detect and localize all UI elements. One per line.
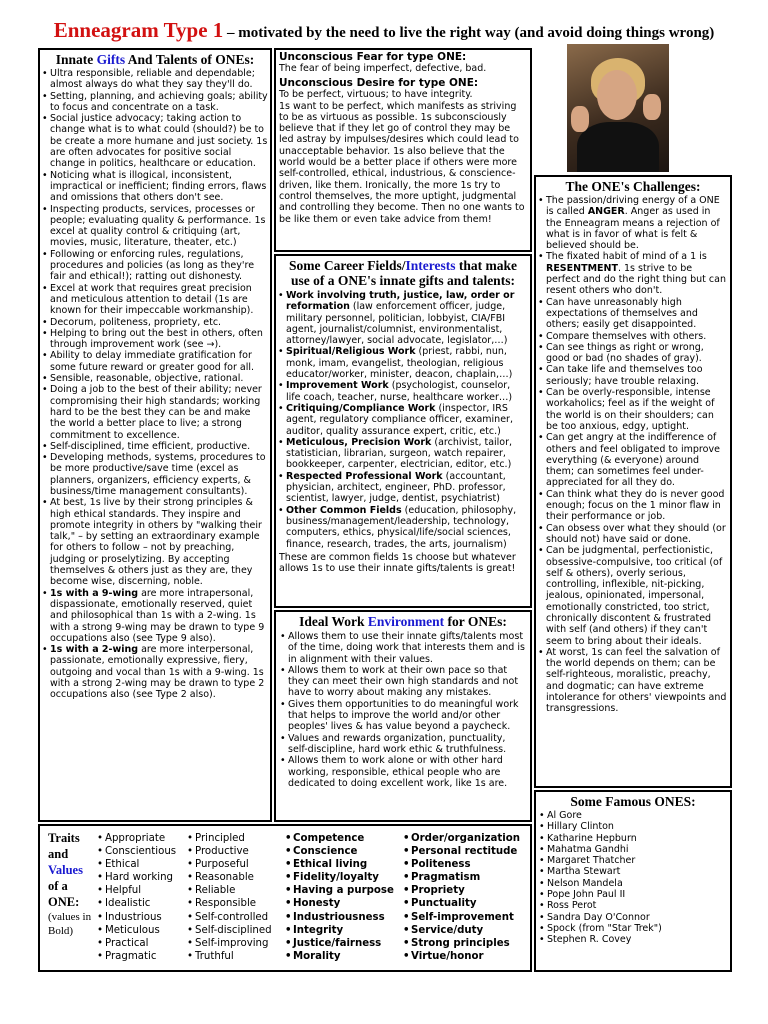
value-item: • Integrity (284, 924, 402, 937)
desire-paragraph: 1s want to be perfect, which manifests as striving to be as virtuous as possible. 1s subconsciously believe that if they let go of control they may be led astray by impulses/desires which could lead to unacceptable behavior. 1s also believe that the world would be a better place if others were more self-controlled, ethical, industrious, & conscience-driven, like them. Ironically, the more 1s try to control themselves, the more uptight, judgmental and controlling they become. Then no one wants to be like them or even take advice from them! (279, 100, 525, 225)
famous-box (534, 790, 732, 972)
famous-person: • Mahatma Gandhi (538, 844, 728, 855)
gift-item: • Developing methods, systems, procedures to be more productive/save time (excel as planners, organizers, efficiency experts, & business/time management consultants). (41, 452, 268, 497)
trait-item: • Responsible (186, 897, 282, 910)
gift-item: • Decorum, politeness, propriety, etc. (41, 317, 268, 328)
gifts-heading: Innate Gifts And Talents of ONEs: (55, 52, 255, 67)
trait-item: • Hard working (96, 871, 188, 884)
gift-item: • Following or enforcing rules, regulations, procedures and policies (as long as they're fair and ethical!); ratting out dishonesty. (41, 249, 268, 283)
famous-person: • Sandra Day O'Connor (538, 912, 728, 923)
value-item: • Pragmatism (402, 871, 530, 884)
value-item: • Having a purpose (284, 884, 402, 897)
famous-heading: Some Famous ONES: (570, 794, 696, 809)
trait-item: • Idealistic (96, 897, 188, 910)
famous-person: • Al Gore (538, 810, 728, 821)
traits-col-1 (96, 832, 188, 963)
trait-item: • Reasonable (186, 871, 282, 884)
famous-list (538, 810, 728, 946)
challenge-item: • Can have unreasonably high expectations of themselves and others; easily get disappointed. (537, 297, 728, 331)
challenges-box (534, 175, 732, 788)
value-item: • Ethical living (284, 858, 402, 871)
famous-person: • Ross Perot (538, 900, 728, 911)
fear-heading: Unconscious Fear for type ONE: (279, 51, 467, 63)
career-footer: These are common fields 1s choose but whatever allows 1s to use their innate gifts/talents is great! (279, 551, 516, 575)
challenge-item: • The passion/driving energy of a ONE is called ANGER. Anger as used in the Enneagram means a rejection of what is in favor of what is felt & believed should be. (537, 195, 728, 251)
trait-item: • Ethical (96, 858, 188, 871)
gift-item: • At best, 1s live by their strong principles & high ethical standards. They inspire and promote integrity in others by "walking their talk," – by setting an extraordinary example for others to follow – not by preaching, judging or proselytizing. By accepting themselves & others just as they are, they become wise, discerning, noble. (41, 497, 268, 587)
trait-item: • Helpful (96, 884, 188, 897)
desire-heading: Unconscious Desire for type ONE: (279, 77, 479, 90)
environment-item: • Allows them to use their innate gifts/talents most of the time, doing work that interests them and is in alignment with their values. (279, 631, 527, 665)
trait-item: • Appropriate (96, 832, 188, 845)
challenge-item: • At worst, 1s can feel the salvation of the world depends on them; can be self-righteous, moralistic, preachy, and dogmatic; can have extreme intolerance for others' viewpoints and transgressions. (537, 647, 728, 715)
gifts-wing-list (41, 588, 268, 701)
career-item: • Improvement Work (psychologist, counselor, life coach, teacher, nurse, healthcare worker…) (277, 380, 527, 403)
famous-person: • Margaret Thatcher (538, 855, 728, 866)
wing2-item: • 1s with a 2-wing are more interpersonal, passionate, emotionally expressive, fiery, outgoing and vocal than 1s with a 9-wing. 1s with a strong 2-wing may be drawn to type 2 occupations also (see Type 2 also). (41, 644, 268, 700)
challenge-item: • The fixated habit of mind of a 1 is RESENTMENT. 1s strive to be perfect and do the right thing but can resent others who don't. (537, 251, 728, 296)
trait-item: • Self-controlled (186, 911, 282, 924)
career-list (277, 290, 527, 550)
environment-item: • Values and rewards organization, punctuality, self-discipline, hard work ethic & truthfulness. (279, 733, 527, 756)
value-item: • Self-improvement (402, 911, 530, 924)
trait-item: • Meticulous (96, 924, 188, 937)
gifts-box (38, 48, 272, 822)
challenge-item: • Can take life and themselves too seriously; have trouble relaxing. (537, 364, 728, 387)
famous-person: • Katharine Hepburn (538, 833, 728, 844)
trait-item: • Productive (186, 845, 282, 858)
challenge-item: • Can be overly-responsible, intense workaholics; feel as if the weight of the world is on their shoulders; can be too anxious, edgy, uptight. (537, 387, 728, 432)
challenges-list (537, 195, 728, 715)
fear-text: The fear of being imperfect, defective, bad. (279, 63, 487, 74)
desire-text: To be perfect, virtuous; to have integrity. (279, 89, 473, 101)
environment-item: • Allows them to work alone or with other hard working, responsible, ethical people who are dedicated to doing excellent work, like 1s are. (279, 755, 527, 789)
gift-item: • Social justice advocacy; taking action to change what is to what could (should?) be to be create a more humane and just society. 1s are often advocates for positive social change in politics, healthcare or education. (41, 113, 268, 169)
value-item: • Honesty (284, 897, 402, 910)
gift-item: • Noticing what is illogical, inconsistent, impractical or inefficient; finding errors, flaws and omissions that others don't see. (41, 170, 268, 204)
famous-person: • Spock (from "Star Trek") (538, 923, 728, 934)
value-item: • Morality (284, 950, 402, 963)
gift-item: • Ultra responsible, reliable and dependable; almost always do what they say they'll do. (41, 68, 268, 91)
value-item: • Order/organization (402, 832, 530, 845)
trait-item: • Purposeful (186, 858, 282, 871)
career-item: • Other Common Fields (education, philosophy, business/management/leadership, technology, computers, ethics, physical/life/social sciences, finance, research, trades, the arts, journalism) (277, 505, 527, 550)
traits-col-2 (186, 832, 282, 963)
famous-person: • Hillary Clinton (538, 821, 728, 832)
gift-item: • Inspecting products, services, processes or people; evaluating quality & performance. 1s excel at quality control & critiquing (art, movies, music, literature, theater, etc.) (41, 204, 268, 249)
traits-col-4 (402, 832, 530, 963)
title-main: Enneagram Type 1 (53, 18, 224, 42)
career-box (274, 254, 532, 608)
value-item: • Propriety (402, 884, 530, 897)
environment-box (274, 610, 532, 822)
challenge-item: • Compare themselves with others. (537, 331, 728, 342)
value-item: • Conscience (284, 845, 402, 858)
wing9-item: • 1s with a 9-wing are more intrapersonal, dispassionate, emotionally reserved, quiet and philosophical than 1s with a 2-wing. 1s with a strong 9-wing may be drawn to type 9 occupations also (see Type 9 also). (41, 588, 268, 644)
trait-item: • Self-improving (186, 937, 282, 950)
challenges-heading: The ONE's Challenges: (565, 179, 701, 194)
value-item: • Service/duty (402, 924, 530, 937)
trait-item: • Self-disciplined (186, 924, 282, 937)
challenge-item: • Can think what they do is never good enough; focus on the 1 minor flaw in their performance or job. (537, 489, 728, 523)
page-title (0, 18, 768, 43)
famous-person: • Stephen R. Covey (538, 934, 728, 945)
traits-col-3 (284, 832, 402, 963)
trait-item: • Principled (186, 832, 282, 845)
gift-item: • Excel at work that requires great precision and meticulous attention to detail (1s are known for their impeccable workmanship). (41, 283, 268, 317)
value-item: • Virtue/honor (402, 950, 530, 963)
fear-box (274, 48, 532, 252)
trait-item: • Pragmatic (96, 950, 188, 963)
traits-label: Traits and Values of a ONE: (values in Bold) (48, 831, 92, 937)
title-subtitle: – motivated by the need to live the right way (and avoid doing things wrong) (223, 25, 715, 41)
gift-item: • Ability to delay immediate gratification for some future reward or greater good for all. (41, 350, 268, 373)
value-item: • Punctuality (402, 897, 530, 910)
trait-item: • Conscientious (96, 845, 188, 858)
portrait-photo (567, 44, 669, 172)
gift-item: • Self-disciplined, time efficient, productive. (41, 441, 268, 452)
career-item: • Work involving truth, justice, law, order or reformation (law enforcement officer, judge, military personnel, politician, lobbyist, CIA/FBI agent, journalist/columnist, environmentalist, attorney/lawyer, social advocate, legislator,…) (277, 290, 527, 346)
trait-item: • Truthful (186, 950, 282, 963)
value-item: • Competence (284, 832, 402, 845)
environment-item: • Gives them opportunities to do meaningful work that helps to improve the world and/or other peoples' lives & has value beyond a paycheck. (279, 699, 527, 733)
gift-item: • Setting, planning, and achieving goals; ability to focus and concentrate on a task. (41, 91, 268, 114)
value-item: • Strong principles (402, 937, 530, 950)
trait-item: • Reliable (186, 884, 282, 897)
environment-item: • Allows them to work at their own pace so that they can meet their own high standards and not have to worry about making any mistakes. (279, 665, 527, 699)
famous-person: • Martha Stewart (538, 866, 728, 877)
career-item: • Respected Professional Work (accountant, physician, architect, engineer, PhD. professor, scientist, lawyer, judge, dentist, psychiatrist) (277, 471, 527, 505)
gifts-list (41, 68, 268, 588)
environment-list (279, 631, 527, 789)
value-item: • Fidelity/loyalty (284, 871, 402, 884)
challenge-item: • Can get angry at the indifference of others and feel obligated to improve everything (& everyone) around them; can sometimes feel under-appreciated for all they do. (537, 432, 728, 488)
career-heading: Some Career Fields/Interests that make use of a ONE's innate gifts and talents: (289, 258, 517, 288)
challenge-item: • Can see things as right or wrong, good or bad (no shades of gray). (537, 342, 728, 365)
challenge-item: • Can obsess over what they should (or should not) have said or done. (537, 523, 728, 546)
value-item: • Politeness (402, 858, 530, 871)
gift-item: • Doing a job to the best of their ability; never compromising their high standards; working hard to be the best they can be and make the world a better place to live; a strong commitment to excellence. (41, 384, 268, 440)
challenge-item: • Can be judgmental, perfectionistic, obsessive-compulsive, too critical (of self & others), overly serious, controlling, inflexible, nit-picking, jealous, opinionated, impersonal, emotionally constricted, too strict, chronically discontent & frustrated with self (and others) if they can't seem to bring about their ideals. (537, 545, 728, 647)
value-item: • Justice/fairness (284, 937, 402, 950)
trait-item: • Industrious (96, 911, 188, 924)
trait-item: • Practical (96, 937, 188, 950)
environment-heading: Ideal Work Environment for ONEs: (299, 614, 507, 629)
career-item: • Meticulous, Precision Work (archivist, tailor, statistician, librarian, surgeon, watch repairer, bookkeeper, carpenter, electrician, editor, etc.) (277, 437, 527, 471)
value-item: • Industriousness (284, 911, 402, 924)
career-item: • Critiquing/Compliance Work (inspector, IRS agent, regulatory compliance officer, examiner, auditor, quality assurance expert, critic, etc.) (277, 403, 527, 437)
famous-person: • Pope John Paul II (538, 889, 728, 900)
famous-person: • Nelson Mandela (538, 878, 728, 889)
gift-item: • Sensible, reasonable, objective, rational. (41, 373, 268, 384)
gift-item: • Helping to bring out the best in others, often through improvement work (see →). (41, 328, 268, 351)
value-item: • Personal rectitude (402, 845, 530, 858)
career-item: • Spiritual/Religious Work (priest, rabbi, nun, monk, imam, evangelist, theologian, religious educator/worker, minister, deacon, chaplain,…) (277, 346, 527, 380)
